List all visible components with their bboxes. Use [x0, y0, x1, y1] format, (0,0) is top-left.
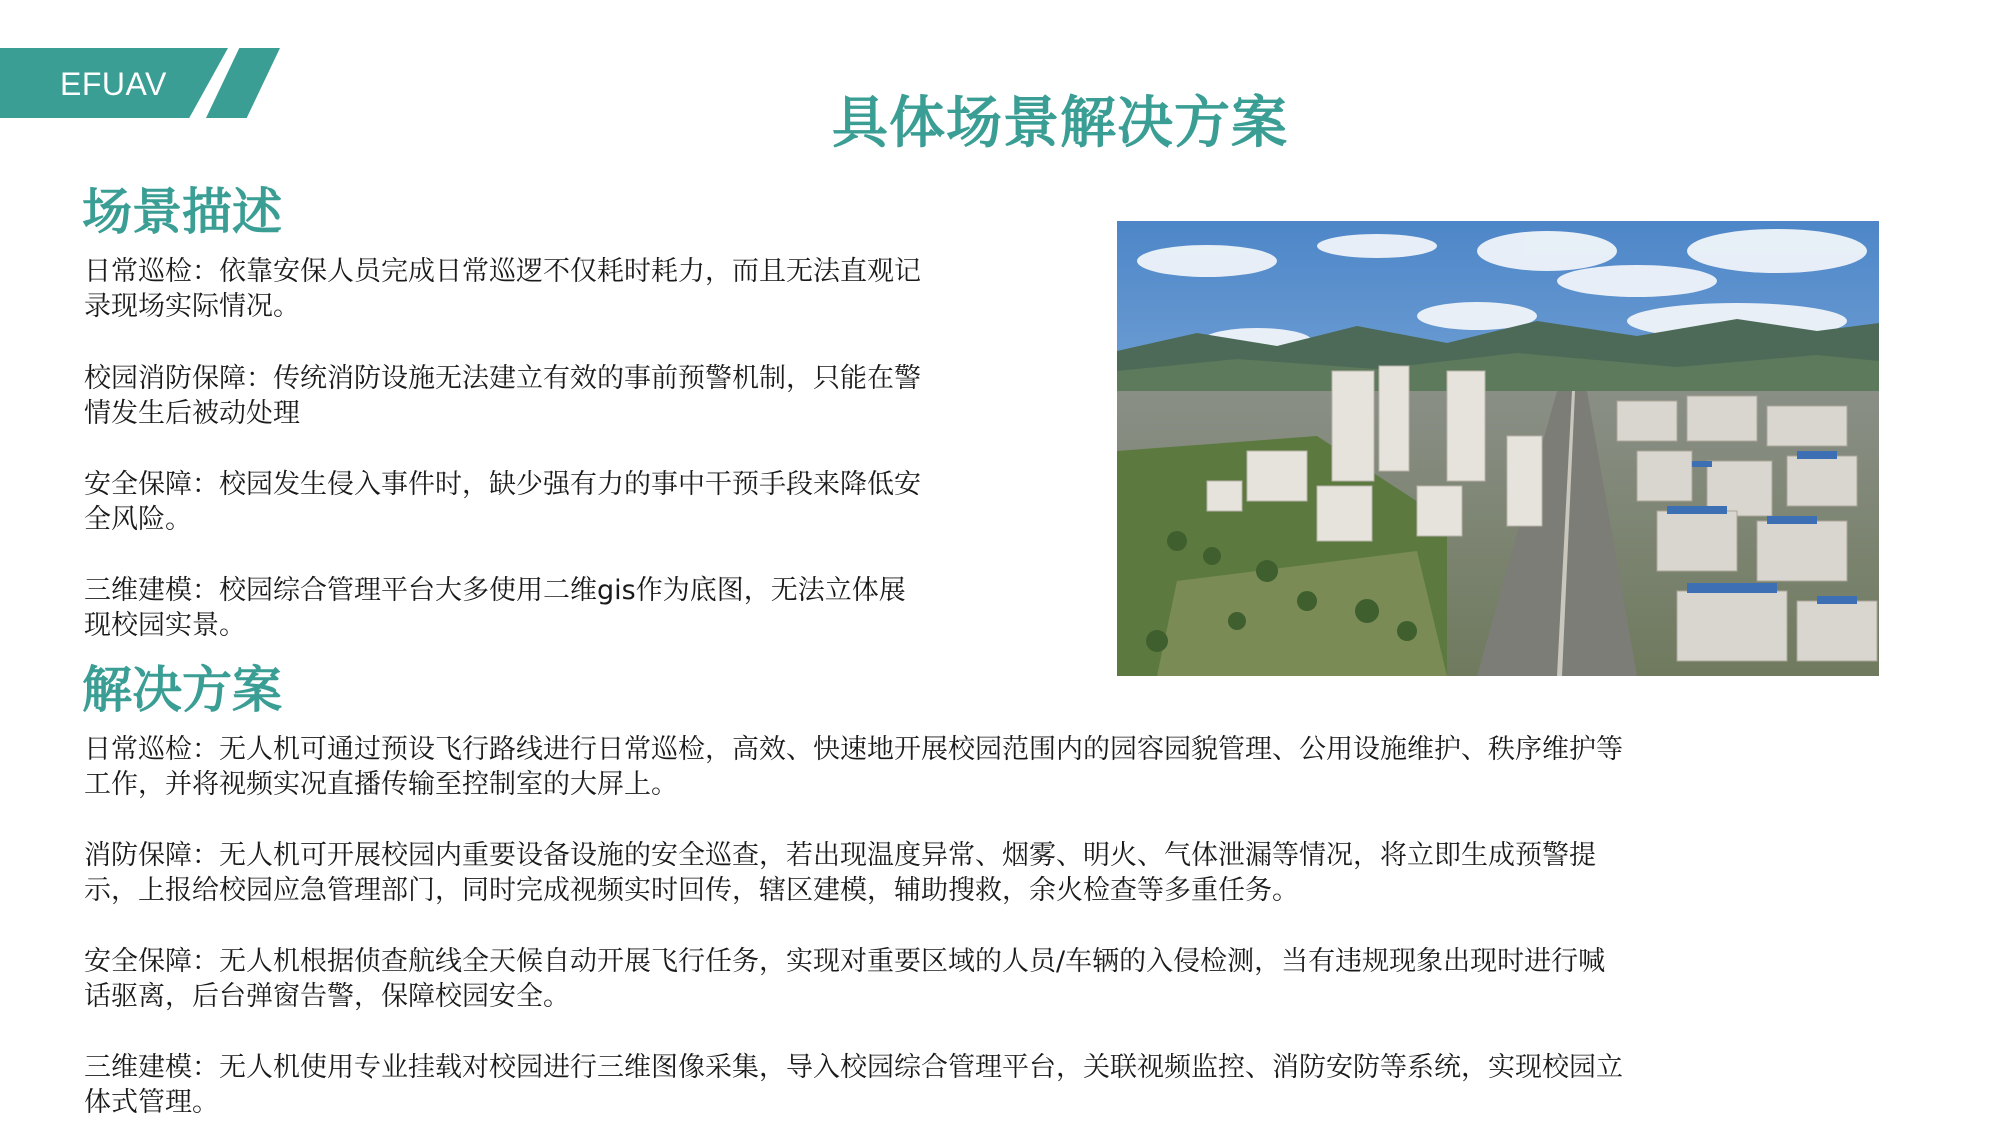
scene-paragraph: 校园消防保障：传统消防设施无法建立有效的事前预警机制，只能在警情发生后被动处理 — [84, 363, 921, 429]
brand-name: EFUAV — [60, 66, 167, 102]
solution-paragraph: 消防保障：无人机可开展校园内重要设备设施的安全巡查，若出现温度异常、烟雾、明火、气体泄漏等情况，将立即生成预警提示，上报给校园应急管理部门，同时完成视频实时回传，辖区建模，辅助搜救，余火检查等多重任务。 — [84, 840, 1596, 906]
solution-paragraph: 安全保障：无人机根据侦查航线全天候自动开展飞行任务，实现对重要区域的人员/车辆的入侵检测，当有违规现象出现时进行喊话驱离，后台弹窗告警，保障校园安全。 — [84, 946, 1606, 1012]
scene-paragraph: 日常巡检：依靠安保人员完成日常巡逻不仅耗时耗力，而且无法直观记录现场实际情况。 — [84, 256, 921, 322]
scene-paragraph: 安全保障：校园发生侵入事件时，缺少强有力的事中干预手段来降低安全风险。 — [84, 469, 921, 535]
solution-paragraph: 日常巡检：无人机可通过预设飞行路线进行日常巡检，高效、快速地开展校园范围内的园容园貌管理、公用设施维护、秩序维护等工作，并将视频实况直播传输至控制室的大屏上。 — [84, 734, 1623, 800]
campus-aerial-photo — [1117, 221, 1879, 676]
scene-heading: 场景描述 — [82, 183, 282, 241]
scene-paragraph: 三维建模：校园综合管理平台大多使用二维gis作为底图，无法立体展现校园实景。 — [84, 575, 906, 641]
solution-paragraph: 三维建模：无人机使用专业挂载对校园进行三维图像采集，导入校园综合管理平台，关联视频监控、消防安防等系统，实现校园立体式管理。 — [84, 1052, 1623, 1118]
page-title: 具体场景解决方案 — [832, 91, 1288, 156]
solution-heading: 解决方案 — [82, 661, 282, 719]
